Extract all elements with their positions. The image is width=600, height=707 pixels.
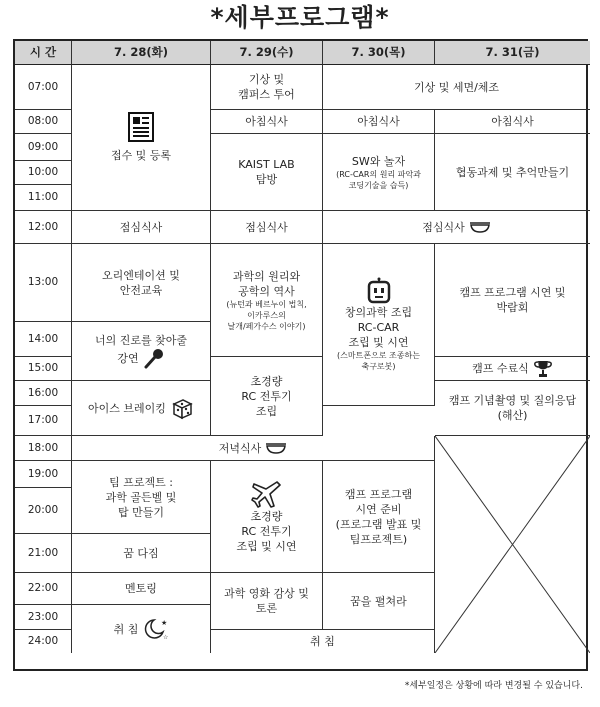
day2-lunch: 점심식사 [211,211,323,244]
day2-kaist-line: KAIST LAB [238,158,295,171]
header-day3: 7. 30(목) [323,41,435,65]
day2-movie-line: 과학 영화 감상 및 [224,587,309,600]
header-time: 시 간 [15,41,72,65]
time-label: 23:00 [15,605,72,630]
day3-creative-sub: 축구로봇) [361,362,396,371]
day2-lightplane-build [211,357,323,436]
dinner-label: 저녁식사 [218,441,262,455]
day2-science-history-line: 과학의 원리와 [232,269,301,283]
day1-career-line: 너의 진로를 찾아줄 [94,333,187,347]
day1-team-project [72,461,211,534]
day4-teamwork: 협동과제 및 추억만들기 [435,134,590,211]
day2-lightplane-fly-line: 조립 및 시연 [236,540,297,553]
day1-dream: 꿈 다짐 [72,534,211,573]
moon-stars-icon [142,617,168,641]
day3-camp-prep [323,461,435,573]
day2-lightplane-build-line: 조립 [255,404,278,418]
svg-text:★: ★ [161,619,168,627]
time-label: 18:00 [15,436,72,461]
day3-creative-line: 창의과학 조립 [344,306,413,319]
day4-showcase [435,244,590,357]
day4-photo-qa-line: 캠프 기념촬영 및 질의응답 [448,394,577,407]
day3-creative-science [323,244,435,406]
time-label: 11:00 [15,185,72,211]
day3-camp-prep-line: (프로그램 발표 및 [335,517,422,531]
day2-movie-line: 토론 [255,602,278,615]
header-day1: 7. 28(화) [72,41,211,65]
day4-wash: 기상 및 세면/체조 [323,65,590,110]
day1-team-project-line: 탑 만들기 [117,505,164,519]
lunch-30-31 [323,211,590,244]
time-label: 16:00 [15,381,72,406]
day3-camp-prep-line: 시연 준비 [355,502,402,516]
sleep-29-30: 취 침 [211,630,435,653]
day2-science-history-sub: (뉴턴과 베르누이 법칙, [226,299,307,309]
time-label: 21:00 [15,534,72,573]
day2-science-history [211,244,323,357]
time-label: 15:00 [15,357,72,381]
day3-sw-play [323,134,435,211]
day1-orientation-line: 오리엔테이션 및 [102,268,180,282]
time-label: 22:00 [15,573,72,605]
day3-sw-play-sub: 코딩기술을 습득) [348,180,409,190]
day2-wake-tour-line: 캠퍼스 투어 [238,88,295,101]
day3-creative-line: 조립 및 시연 [348,336,409,349]
day1-career-talk [72,322,211,381]
day1-career-line: 강연 [117,352,139,365]
time-label: 09:00 [15,134,72,161]
day2-lightplane-fly-line: RC 전투기 [241,525,292,538]
day2-lightplane-fly-line: 초경량 [250,510,283,523]
document-icon [128,112,154,142]
day1-icebreaking [72,381,211,436]
day2-science-history-line: 공학의 역사 [238,284,295,298]
trophy-icon [533,360,553,378]
day3-sw-play-sub: (RC-CAR의 원리 파악과 [336,169,421,179]
day2-kaist-lab [211,134,323,211]
day2-lightplane-fly [211,461,323,573]
day4-showcase-line: 캠프 프로그램 시연 및 [459,286,566,299]
day1-mentoring: 멘토링 [72,573,211,605]
day4-completion [435,357,590,381]
header-day4: 7. 31(금) [435,41,590,65]
time-label: 24:00 [15,630,72,653]
microphone-icon [143,348,165,370]
day1-team-project-line: 과학 골든벨 및 [105,490,177,504]
day1-sleep-label: 취 침 [113,622,139,636]
day2-kaist-line: 탐방 [255,173,278,186]
time-label: 13:00 [15,244,72,322]
day1-orientation-line: 안전교육 [119,283,163,297]
bowl-icon [265,441,287,455]
time-label: 19:00 [15,461,72,488]
day3-dream-spread: 꿈을 펼쳐라 [323,573,435,630]
day4-empty-crossed [435,436,590,653]
lunch-30-31-label: 점심식사 [422,220,465,234]
day3-camp-prep-line: 팀프로젝트) [349,532,408,546]
day1-sleep [72,605,211,653]
time-label: 07:00 [15,65,72,110]
day2-science-history-sub: 이카루스의 [247,310,286,320]
day2-wake-tour [211,65,323,110]
header-day2: 7. 29(수) [211,41,323,65]
day2-lightplane-build-line: 초경량 [250,374,283,388]
bowl-icon [469,220,491,234]
day1-lunch: 점심식사 [72,211,211,244]
day2-movie [211,573,323,630]
day4-photo-qa-line: (해산) [497,409,528,422]
time-label: 17:00 [15,406,72,436]
day4-showcase-line: 박람회 [496,301,529,314]
schedule-table [13,39,588,671]
page-title: *세부프로그램* [210,3,390,32]
airplane-icon [251,479,283,509]
day2-wake-tour-line: 기상 및 [248,73,285,86]
time-label: 10:00 [15,161,72,185]
day4-completion-label: 캠프 수료식 [472,362,529,375]
day1-icebreaking-label: 아이스 브레이킹 [88,401,166,415]
day3-breakfast: 아침식사 [323,110,435,134]
svg-text:☆: ☆ [163,634,169,641]
day2-science-history-sub: 날개/페가수스 이야기) [227,321,306,331]
day1-registration [72,65,211,211]
day4-breakfast: 아침식사 [435,110,590,134]
day4-photo-qa [435,381,590,436]
dice-icon [170,396,194,420]
time-label: 12:00 [15,211,72,244]
time-label: 20:00 [15,488,72,534]
day1-orientation [72,244,211,322]
time-label: 14:00 [15,322,72,357]
day3-sw-play-label: SW와 놀자 [351,154,406,168]
day3-camp-prep-line: 캠프 프로그램 [344,487,413,501]
day1-team-project-line: 팀 프로젝트 : [109,475,173,489]
footnote: *세부일정은 상황에 따라 변경될 수 있습니다. [404,681,583,691]
day3-creative-line: RC-CAR [357,321,400,334]
dinner [72,436,435,461]
day2-breakfast: 아침식사 [211,110,323,134]
time-label: 08:00 [15,110,72,134]
cross-lines [435,436,590,653]
day1-registration-label: 접수 및 등록 [110,149,172,162]
day2-lightplane-build-line: RC 전투기 [241,389,292,403]
robot-icon [366,277,392,305]
day3-creative-sub: (스마트폰으로 조종하는 [337,351,420,360]
